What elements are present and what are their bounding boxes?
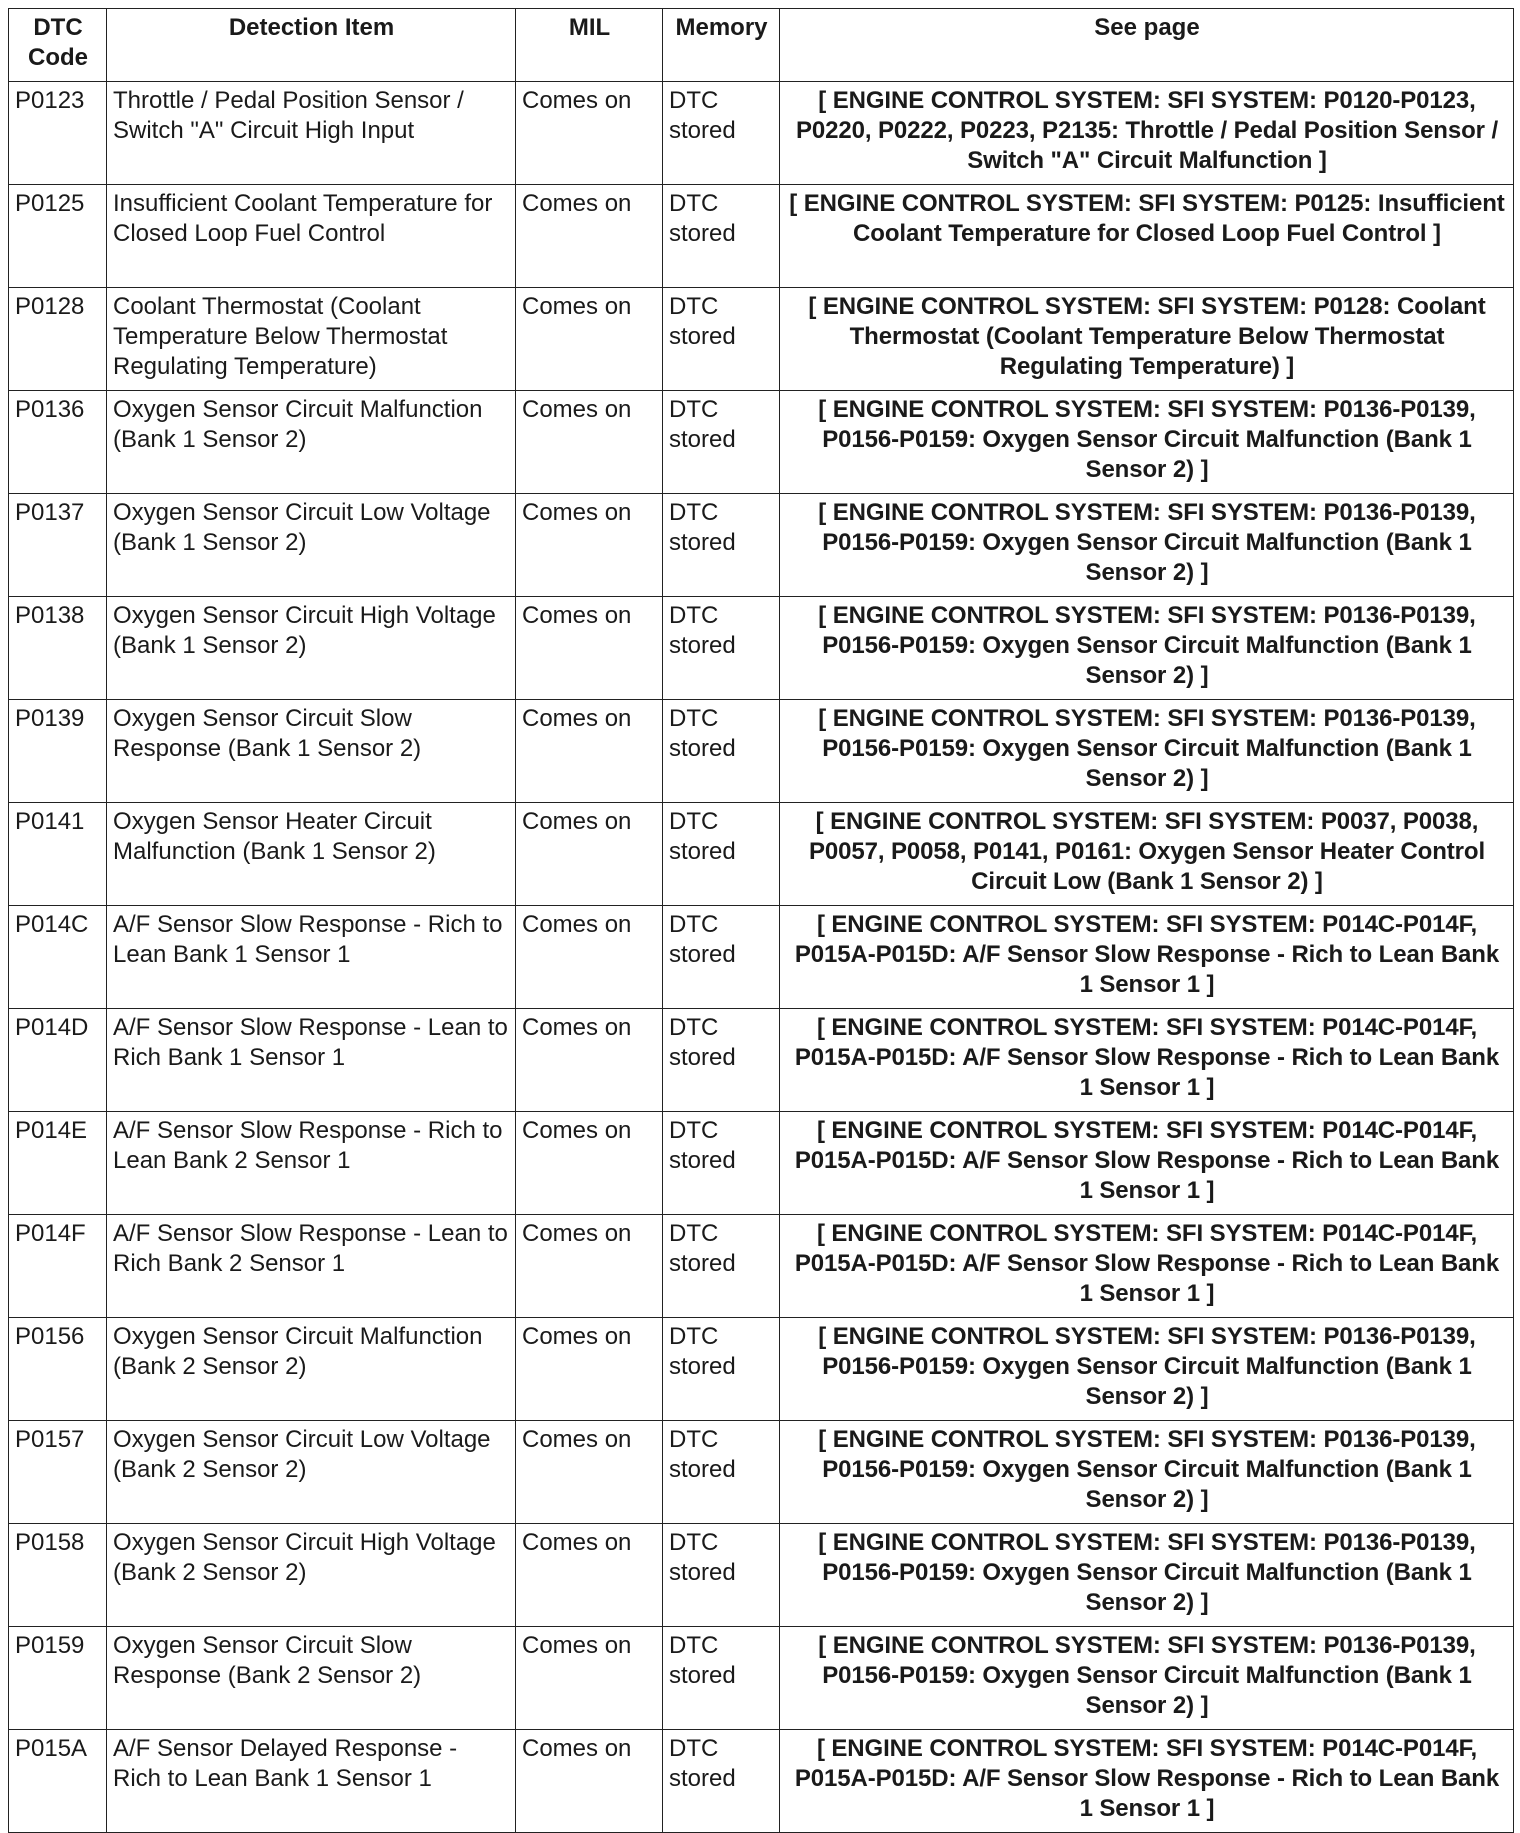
dtc-code-cell: P0157: [9, 1421, 107, 1524]
table-row: [9, 700, 1514, 803]
memory-cell: DTC stored: [663, 1730, 780, 1833]
mil-cell: Comes on: [516, 1215, 663, 1318]
table-row: [9, 391, 1514, 494]
mil-cell: Comes on: [516, 1421, 663, 1524]
see-page-link[interactable]: [ ENGINE CONTROL SYSTEM: SFI SYSTEM: P0136-P0139, P0156-P0159: Oxygen Sensor Circuit Malfunction (Bank 1 Sensor 2) ]: [780, 494, 1514, 597]
memory-cell: DTC stored: [663, 1009, 780, 1112]
detection-item-cell: Throttle / Pedal Position Sensor / Switch "A" Circuit High Input: [107, 82, 516, 185]
dtc-code-cell: P0156: [9, 1318, 107, 1421]
detection-item-cell: Coolant Thermostat (Coolant Temperature Below Thermostat Regulating Temperature): [107, 288, 516, 391]
detection-item-cell: Oxygen Sensor Circuit Slow Response (Bank 1 Sensor 2): [107, 700, 516, 803]
header-mil: MIL: [516, 9, 663, 82]
header-see-page: See page: [780, 9, 1514, 82]
table-row: [9, 1318, 1514, 1421]
table-row: [9, 288, 1514, 391]
table-row: [9, 494, 1514, 597]
table-row: [9, 1009, 1514, 1112]
detection-item-cell: A/F Sensor Delayed Response - Rich to Lean Bank 1 Sensor 1: [107, 1730, 516, 1833]
memory-cell: DTC stored: [663, 494, 780, 597]
table-row: [9, 1730, 1514, 1833]
mil-cell: Comes on: [516, 494, 663, 597]
table-row: [9, 82, 1514, 185]
table-row: [9, 1524, 1514, 1627]
mil-cell: Comes on: [516, 803, 663, 906]
memory-cell: DTC stored: [663, 1627, 780, 1730]
memory-cell: DTC stored: [663, 391, 780, 494]
memory-cell: DTC stored: [663, 597, 780, 700]
header-dtc-code: DTC Code: [9, 9, 107, 82]
memory-cell: DTC stored: [663, 185, 780, 288]
see-page-link[interactable]: [ ENGINE CONTROL SYSTEM: SFI SYSTEM: P0128: Coolant Thermostat (Coolant Temperature Below Thermostat Regulating Temperature) ]: [780, 288, 1514, 391]
see-page-link[interactable]: [ ENGINE CONTROL SYSTEM: SFI SYSTEM: P0136-P0139, P0156-P0159: Oxygen Sensor Circuit Malfunction (Bank 1 Sensor 2) ]: [780, 700, 1514, 803]
detection-item-cell: Oxygen Sensor Circuit Slow Response (Bank 2 Sensor 2): [107, 1627, 516, 1730]
table-header-row: [9, 9, 1514, 82]
detection-item-cell: Oxygen Sensor Circuit High Voltage (Bank 1 Sensor 2): [107, 597, 516, 700]
table-row: [9, 906, 1514, 1009]
detection-item-cell: Oxygen Sensor Circuit High Voltage (Bank 2 Sensor 2): [107, 1524, 516, 1627]
table-row: [9, 597, 1514, 700]
memory-cell: DTC stored: [663, 1318, 780, 1421]
detection-item-cell: A/F Sensor Slow Response - Rich to Lean Bank 2 Sensor 1: [107, 1112, 516, 1215]
table-row: [9, 185, 1514, 288]
dtc-code-cell: P0136: [9, 391, 107, 494]
detection-item-cell: Oxygen Sensor Circuit Malfunction (Bank 1 Sensor 2): [107, 391, 516, 494]
see-page-link[interactable]: [ ENGINE CONTROL SYSTEM: SFI SYSTEM: P014C-P014F, P015A-P015D: A/F Sensor Slow Response - Rich to Lean Bank 1 Sensor 1 ]: [780, 1009, 1514, 1112]
dtc-code-cell: P015A: [9, 1730, 107, 1833]
detection-item-cell: A/F Sensor Slow Response - Lean to Rich Bank 1 Sensor 1: [107, 1009, 516, 1112]
detection-item-cell: A/F Sensor Slow Response - Rich to Lean Bank 1 Sensor 1: [107, 906, 516, 1009]
mil-cell: Comes on: [516, 906, 663, 1009]
memory-cell: DTC stored: [663, 1215, 780, 1318]
mil-cell: Comes on: [516, 288, 663, 391]
see-page-link[interactable]: [ ENGINE CONTROL SYSTEM: SFI SYSTEM: P014C-P014F, P015A-P015D: A/F Sensor Slow Response - Rich to Lean Bank 1 Sensor 1 ]: [780, 1730, 1514, 1833]
dtc-code-cell: P014C: [9, 906, 107, 1009]
memory-cell: DTC stored: [663, 288, 780, 391]
see-page-link[interactable]: [ ENGINE CONTROL SYSTEM: SFI SYSTEM: P0125: Insufficient Coolant Temperature for Closed Loop Fuel Control ]: [780, 185, 1514, 288]
mil-cell: Comes on: [516, 82, 663, 185]
mil-cell: Comes on: [516, 1627, 663, 1730]
mil-cell: Comes on: [516, 1112, 663, 1215]
table-row: [9, 803, 1514, 906]
mil-cell: Comes on: [516, 1318, 663, 1421]
table-row: [9, 1215, 1514, 1318]
dtc-code-cell: P0128: [9, 288, 107, 391]
mil-cell: Comes on: [516, 700, 663, 803]
detection-item-cell: Oxygen Sensor Circuit Low Voltage (Bank 1 Sensor 2): [107, 494, 516, 597]
mil-cell: Comes on: [516, 1524, 663, 1627]
dtc-code-cell: P0123: [9, 82, 107, 185]
dtc-code-cell: P0158: [9, 1524, 107, 1627]
memory-cell: DTC stored: [663, 1524, 780, 1627]
detection-item-cell: Oxygen Sensor Circuit Low Voltage (Bank 2 Sensor 2): [107, 1421, 516, 1524]
see-page-link[interactable]: [ ENGINE CONTROL SYSTEM: SFI SYSTEM: P0136-P0139, P0156-P0159: Oxygen Sensor Circuit Malfunction (Bank 1 Sensor 2) ]: [780, 597, 1514, 700]
detection-item-cell: Oxygen Sensor Heater Circuit Malfunction (Bank 1 Sensor 2): [107, 803, 516, 906]
dtc-code-cell: P0138: [9, 597, 107, 700]
see-page-link[interactable]: [ ENGINE CONTROL SYSTEM: SFI SYSTEM: P0136-P0139, P0156-P0159: Oxygen Sensor Circuit Malfunction (Bank 1 Sensor 2) ]: [780, 1318, 1514, 1421]
see-page-link[interactable]: [ ENGINE CONTROL SYSTEM: SFI SYSTEM: P0136-P0139, P0156-P0159: Oxygen Sensor Circuit Malfunction (Bank 1 Sensor 2) ]: [780, 1421, 1514, 1524]
dtc-code-cell: P0141: [9, 803, 107, 906]
table-row: [9, 1112, 1514, 1215]
mil-cell: Comes on: [516, 391, 663, 494]
dtc-code-cell: P0125: [9, 185, 107, 288]
memory-cell: DTC stored: [663, 1421, 780, 1524]
see-page-link[interactable]: [ ENGINE CONTROL SYSTEM: SFI SYSTEM: P014C-P014F, P015A-P015D: A/F Sensor Slow Response - Rich to Lean Bank 1 Sensor 1 ]: [780, 1215, 1514, 1318]
mil-cell: Comes on: [516, 597, 663, 700]
see-page-link[interactable]: [ ENGINE CONTROL SYSTEM: SFI SYSTEM: P014C-P014F, P015A-P015D: A/F Sensor Slow Response - Rich to Lean Bank 1 Sensor 1 ]: [780, 1112, 1514, 1215]
see-page-link[interactable]: [ ENGINE CONTROL SYSTEM: SFI SYSTEM: P0037, P0038, P0057, P0058, P0141, P0161: Oxygen Sensor Heater Control Circuit Low (Bank 1 Sensor 2) ]: [780, 803, 1514, 906]
memory-cell: DTC stored: [663, 82, 780, 185]
see-page-link[interactable]: [ ENGINE CONTROL SYSTEM: SFI SYSTEM: P0136-P0139, P0156-P0159: Oxygen Sensor Circuit Malfunction (Bank 1 Sensor 2) ]: [780, 1627, 1514, 1730]
memory-cell: DTC stored: [663, 700, 780, 803]
mil-cell: Comes on: [516, 1009, 663, 1112]
dtc-code-cell: P014F: [9, 1215, 107, 1318]
table-row: [9, 1421, 1514, 1524]
detection-item-cell: A/F Sensor Slow Response - Lean to Rich Bank 2 Sensor 1: [107, 1215, 516, 1318]
dtc-code-cell: P0159: [9, 1627, 107, 1730]
header-memory: Memory: [663, 9, 780, 82]
memory-cell: DTC stored: [663, 1112, 780, 1215]
see-page-link[interactable]: [ ENGINE CONTROL SYSTEM: SFI SYSTEM: P0136-P0139, P0156-P0159: Oxygen Sensor Circuit Malfunction (Bank 1 Sensor 2) ]: [780, 1524, 1514, 1627]
dtc-code-cell: P014E: [9, 1112, 107, 1215]
table-row: [9, 1627, 1514, 1730]
dtc-code-cell: P014D: [9, 1009, 107, 1112]
dtc-table: [8, 8, 1514, 1833]
mil-cell: Comes on: [516, 185, 663, 288]
see-page-link[interactable]: [ ENGINE CONTROL SYSTEM: SFI SYSTEM: P0120-P0123, P0220, P0222, P0223, P2135: Throttle / Pedal Position Sensor / Switch "A" Circuit Malfunction ]: [780, 82, 1514, 185]
see-page-link[interactable]: [ ENGINE CONTROL SYSTEM: SFI SYSTEM: P0136-P0139, P0156-P0159: Oxygen Sensor Circuit Malfunction (Bank 1 Sensor 2) ]: [780, 391, 1514, 494]
table-body: [9, 82, 1514, 1833]
dtc-code-cell: P0137: [9, 494, 107, 597]
detection-item-cell: Oxygen Sensor Circuit Malfunction (Bank 2 Sensor 2): [107, 1318, 516, 1421]
see-page-link[interactable]: [ ENGINE CONTROL SYSTEM: SFI SYSTEM: P014C-P014F, P015A-P015D: A/F Sensor Slow Response - Rich to Lean Bank 1 Sensor 1 ]: [780, 906, 1514, 1009]
dtc-code-cell: P0139: [9, 700, 107, 803]
mil-cell: Comes on: [516, 1730, 663, 1833]
memory-cell: DTC stored: [663, 906, 780, 1009]
header-detection-item: Detection Item: [107, 9, 516, 82]
detection-item-cell: Insufficient Coolant Temperature for Closed Loop Fuel Control: [107, 185, 516, 288]
memory-cell: DTC stored: [663, 803, 780, 906]
